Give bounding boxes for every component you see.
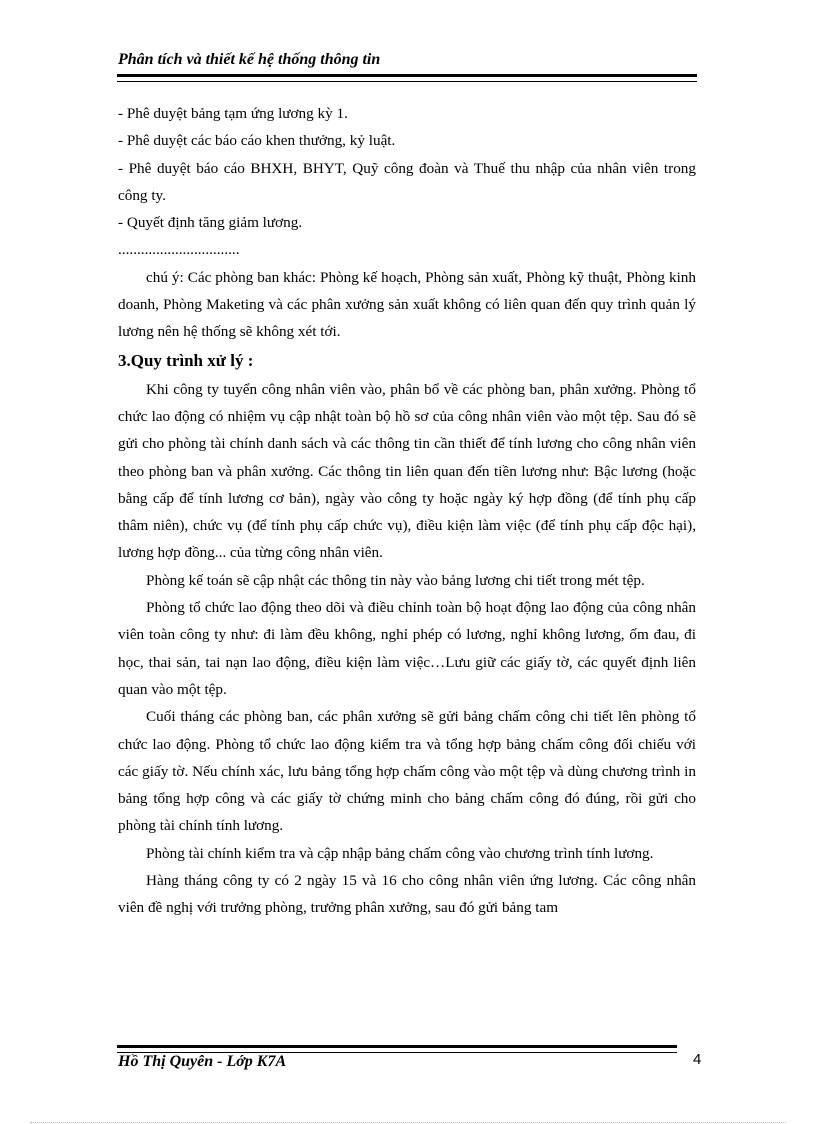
section-heading: 3.Quy trình xử lý : — [118, 350, 254, 370]
paragraph: Phòng tổ chức lao động theo dõi và điều chỉnh toàn bộ hoạt động lao động của công nhân viên toàn công ty như: đi làm đều không, nghỉ phép có lương, nghỉ không lương, ốm đau, đi học, thai sản, tai nạn lao động, điều kiện làm việc…Lưu giữ các giấy tờ, các quyết định liên quan vào một tệp. — [118, 599, 696, 698]
header-title: Phân tích và thiết kế hệ thống thông tin — [118, 51, 381, 68]
bullet-item: - Quyết định tăng giảm lương. — [118, 214, 303, 232]
page-number: 4 — [693, 1051, 702, 1068]
paragraph: Khi công ty tuyển công nhân viên vào, phân bổ về các phòng ban, phân xưởng. Phòng tổ chức lao động có nhiệm vụ cập nhật toàn bộ hồ sơ của công nhân viên vào một tệp. Sau đó sẽ gửi cho phòng tài chính danh sách và các thông tin cần thiết để tính lương cho công nhân viên theo phòng ban và phân xưởng. Các thông tin liên quan đến tiền lương như: Bậc lương (hoặc bằng cấp để tính lương cơ bản), ngày vào công ty hoặc ngày ký hợp đồng (để tính phụ cấp thâm niên), chức vụ (để tính phụ cấp chức vụ), điều kiện làm việc (để tính phụ cấp độc hại), lương hợp đồng... của từng công nhân viên. — [118, 380, 696, 562]
document-body — [118, 100, 696, 922]
paragraph: Phòng tài chính kiểm tra và cập nhập bảng chấm công vào chương trình tính lương. — [146, 844, 654, 862]
note-paragraph: chú ý: Các phòng ban khác: Phòng kế hoạch, Phòng sản xuất, Phòng kỹ thuật, Phòng kinh doanh, Phòng Maketing và các phân xưởng sản xuất không có liên quan đến quy trình quản lý lương nên hệ thống sẽ không xét tới. — [118, 268, 696, 341]
footer-author: Hồ Thị Quyên - Lớp K7A — [118, 1053, 287, 1070]
paragraph: Cuối tháng các phòng ban, các phân xưởng sẽ gửi bảng chấm công chi tiết lên phòng tổ chức lao động. Phòng tổ chức lao động kiểm tra và tổng hợp bảng chấm công đối chiếu với các giấy tờ. Nếu chính xác, lưu bảng tổng hợp chấm công vào một tệp và dùng chương trình in bảng tổng hợp công và các giấy tờ chứng minh cho bảng chấm công đó đúng, rồi gửi cho phòng tài chính tính lương. — [118, 708, 696, 835]
paragraph: Hàng tháng công ty có 2 ngày 15 và 16 cho công nhân viên ứng lương. Các công nhân viên đề nghị với trưởng phòng, trưởng phân xưởng, sau đó gửi bảng tam — [118, 872, 696, 917]
bullet-item: - Phê duyệt báo cáo BHXH, BHYT, Quỹ công đoàn và Thuế thu nhập của nhân viên trong công ty. — [118, 159, 696, 204]
bullet-item: - Phê duyệt bảng tạm ứng lương kỳ 1. — [118, 105, 348, 122]
ellipsis-dots: ................................ — [118, 241, 240, 259]
paragraph: Phòng kế toán sẽ cập nhật các thông tin này vào bảng lương chi tiết trong mét tệp. — [146, 571, 645, 589]
header-rule — [117, 74, 697, 82]
bullet-item: - Phê duyệt các báo cáo khen thưởng, kỷ luật. — [118, 132, 396, 150]
